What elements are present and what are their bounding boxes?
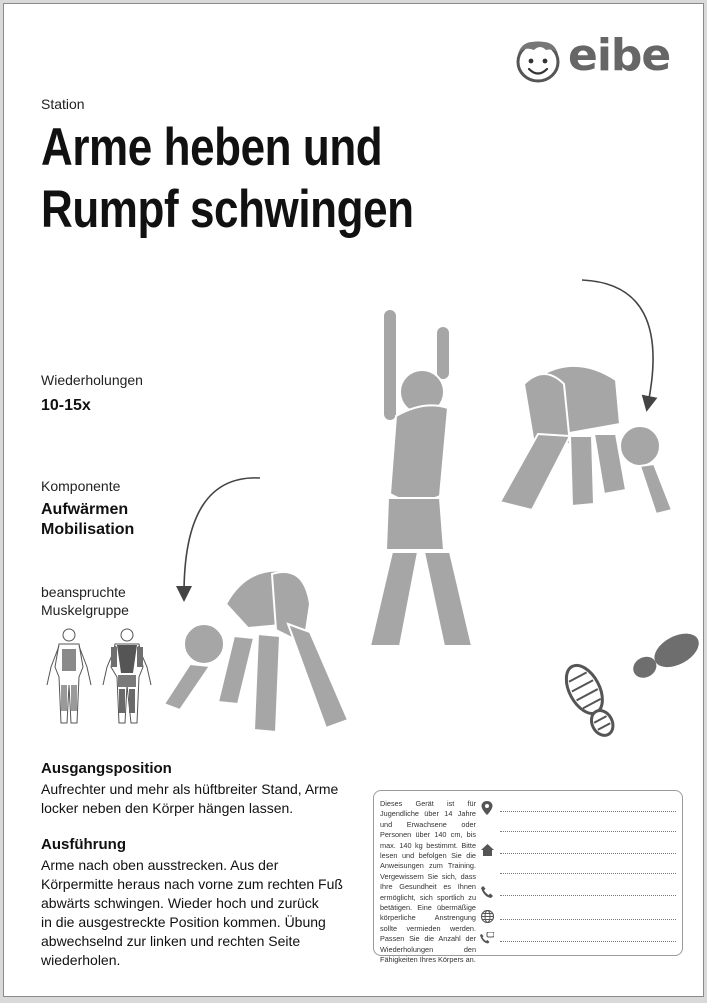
station-sheet [3,3,704,997]
figure-bent-left [164,571,348,732]
start-position-line-2: locker neben den Körper hängen lassen. [41,800,294,816]
execution-line-4: in die ausgestreckte Position kommen. Übung [41,914,326,930]
swing-arrow-left [184,478,260,594]
execution-line-2: Körpermitte heraus nach vorne zum rechten Fuß [41,876,343,892]
repetitions-label: Wiederholungen [41,372,143,388]
execution-line-6: wiederholen. [41,952,121,968]
contact-line [500,941,676,942]
website-line [500,919,676,920]
repetitions-value: 10-15x [41,397,91,414]
home-line-1 [500,853,676,854]
execution-line-5: abwechselnd zur linken und rechten Seite [41,933,301,949]
execution-line-3: abwärts schwingen. Wieder hoch und zurück [41,895,319,911]
execution-heading: Ausführung [41,836,126,853]
component-label: Komponente [41,478,121,494]
home-icon [480,843,494,857]
start-position-line-1: Aufrechter und mehr als hüftbreiter Stand, Arme [41,781,339,797]
start-position-text [41,780,361,818]
brand-name: eibe [568,30,671,81]
title-line-2: Rumpf schwingen [41,180,414,239]
phone-icon [480,885,494,899]
title-line-1: Arme heben und [41,118,383,177]
component-value-1: Aufwärmen [41,501,129,518]
start-position-heading: Ausgangsposition [41,760,172,777]
footprint-sneaker-icon [559,659,622,741]
chat-phone-icon [480,931,494,945]
execution-text [41,856,361,970]
home-line-2 [500,873,676,874]
figure-bent-right [500,366,672,514]
component-value-2: Mobilisation [41,521,135,538]
muscle-group-label-1: beanspruchte [41,584,126,600]
safety-info-text: Dieses Gerät ist für Jugendliche über 14 Jahre und Erwachsene oder Personen über 140 cm, bis max. 140 kg bestimmt. Bitte lesen und befolgen Sie die Anweisungen zum Training. Vergewissern Sie sich, dass Ihre Gesundheit es Ihnen ermöglicht, sich sportlich zu betätigen. Eine übermäßige körperliche Anstrengung sollte vermieden werden. Passen Sie die Anzahl der Wiederholungen den Fähigkeiten Ihres Körpers an. [380,799,476,965]
globe-icon [480,909,494,923]
location-pin-icon [480,801,494,815]
muscle-group-label-2: Muskelgruppe [41,602,129,618]
station-label: Station [41,96,85,112]
safety-info-box [373,790,683,965]
figure-arms-raised [370,309,472,646]
address-line-1 [500,811,676,812]
address-line-2 [500,831,676,832]
phone-line [500,895,676,896]
footprint-foot-icon [628,627,704,686]
execution-line-1: Arme nach oben ausstrecken. Aus der [41,857,279,873]
